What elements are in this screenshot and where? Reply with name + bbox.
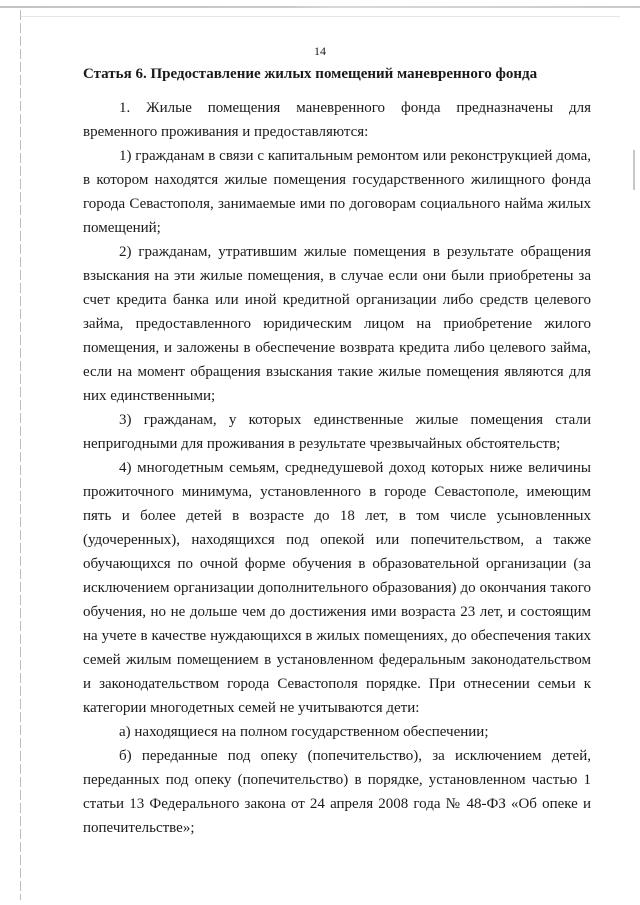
scan-edge-top xyxy=(0,6,640,8)
paragraph-item-4: 4) многодетным семьям, среднедушевой доход которых ниже величины прожиточного минимума, установленного в городе Севастополе, имеющим пять и более детей в возрасте до 18 лет, в том числе усыновленных (удочеренных), находящихся под опекой или попечительством, а также обучающихся по очной форме обучения в образовательной организации (за исключением организации дополнительного образования) до окончания такого обучения, но не дольше чем до достижения ими возраста 23 лет, и состоящим на учете в качестве нуждающихся в жилых помещениях, до обеспечения таких семей жилым помещением в установленном федеральным законодательством и законодательством города Севастополя порядке. При отнесении семьи к категории многодетных семей не учитываются дети: xyxy=(83,460,591,716)
paragraph-item-1: 1) гражданам в связи с капитальным ремонтом или реконструкцией дома, в котором находятся жилые помещения государственного жилищного фонда города Севастополя, занимаемые ими по договорам социального найма жилых помещений; xyxy=(83,148,591,236)
paragraph-subitem-a: а) находящиеся на полном государственном обеспечении; xyxy=(119,724,489,740)
page-number: 14 xyxy=(314,44,326,58)
scan-edge-left xyxy=(20,10,21,900)
scan-edge-right xyxy=(633,150,635,190)
paragraph-item-3: 3) гражданам, у которых единственные жилые помещения стали непригодными для проживания в результате чрезвычайных обстоятельств; xyxy=(83,412,591,452)
paragraph-item-2: 2) гражданам, утратившим жилые помещения в результате обращения взыскания на эти жилые помещения, в случае если они были приобретены за счет кредита банка или иной кредитной организации либо средств целевого займа, предоставленного юридическим лицом на приобретение жилого помещения, и заложены в обеспечение возврата кредита либо целевого займа, если на момент обращения взыскания такие жилые помещения являются для них единственными; xyxy=(83,244,591,404)
article-title: Статья 6. Предоставление жилых помещений маневренного фонда xyxy=(83,66,538,82)
scan-edge-line xyxy=(20,16,620,17)
paragraph-intro: 1. Жилые помещения маневренного фонда предназначены для временного проживания и предоставляются: xyxy=(83,100,591,140)
article-body xyxy=(83,96,591,840)
paragraph-subitem-b: б) переданные под опеку (попечительство), за исключением детей, переданных под опеку (попечительство) в порядке, установленном частью 1 статьи 13 Федерального закона от 24 апреля 2008 года № 48-ФЗ «Об опеке и попечительстве»; xyxy=(83,748,591,836)
